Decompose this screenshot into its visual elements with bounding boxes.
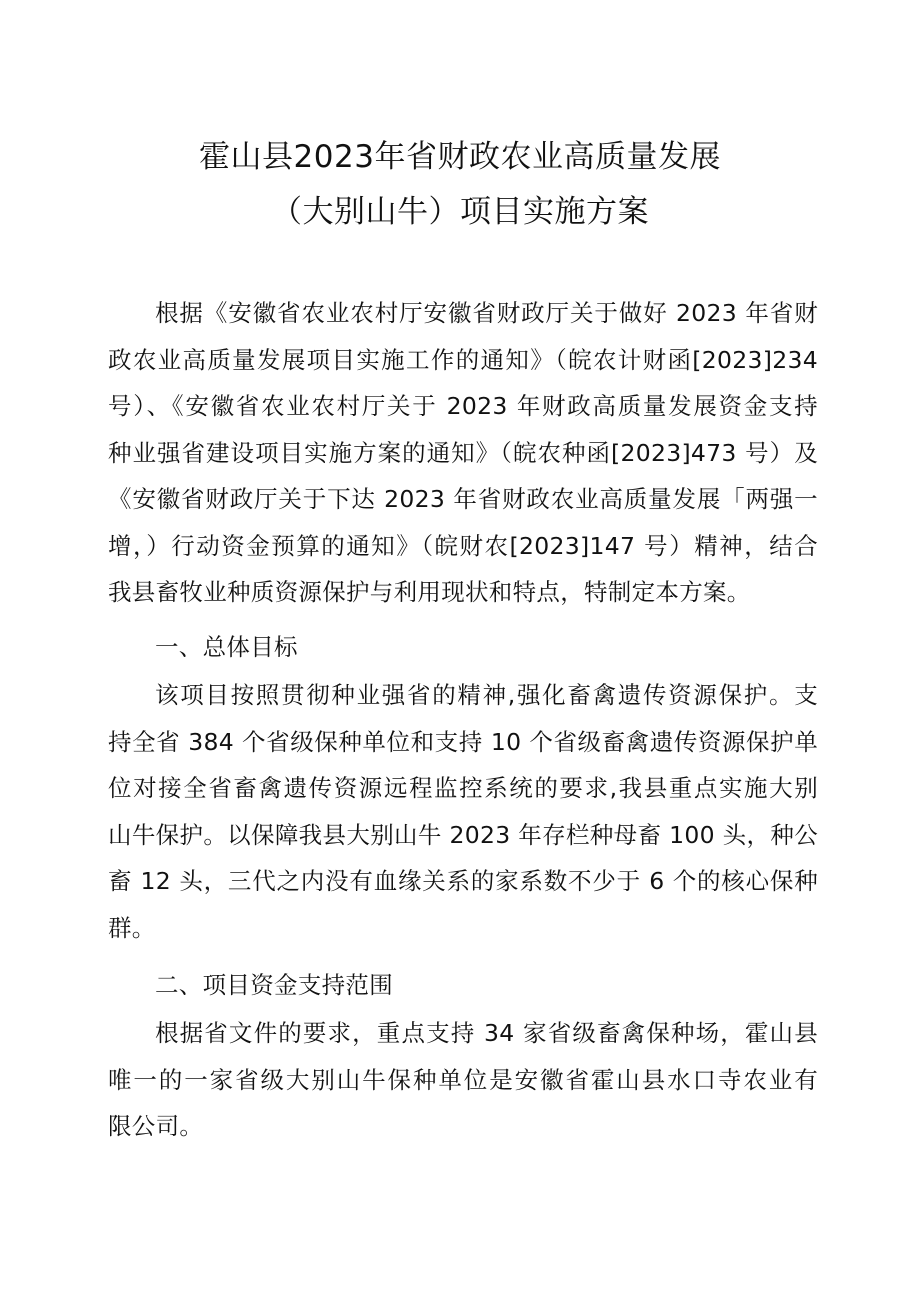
section-2-line: 唯一的一家省级大别山牛保种单位是安徽省霍山县水口寺农业有: [108, 1065, 818, 1094]
section-2-line: 限公司。: [108, 1112, 204, 1140]
section-1-paragraph: [108, 672, 818, 951]
intro-line: 我县畜牧业种质资源保护与利用现状和特点，特制定本方案。: [108, 578, 751, 606]
intro-line: 增，）行动资金预算的通知》（皖财农[2023]147 号）精神，结合: [108, 531, 818, 560]
intro-line: 政农业高质量发展项目实施工作的通知》（皖农计财函[2023]234: [108, 345, 818, 374]
section-1-line: 群。: [108, 913, 156, 942]
document-title-line-2: （大别山牛）项目实施方案: [271, 194, 649, 230]
section-1-line: 持全省 384 个省级保种单位和支持 10 个省级畜禽遗传资源保护单: [108, 727, 818, 756]
section-1-line: 该项目按照贯彻种业强省的精神,强化畜禽遗传资源保护。支: [155, 681, 818, 709]
section-1-line: 畜 12 头，三代之内没有血缘关系的家系数不少于 6 个的核心保种: [108, 867, 818, 895]
intro-paragraph: [108, 290, 818, 616]
intro-line: 根据《安徽省农业农村厅安徽省财政厅关于做好 2023 年省财: [155, 299, 818, 327]
section-1-line: 山牛保护。以保障我县大别山牛 2023 年存栏种母畜 100 头，种公: [108, 820, 818, 849]
section-heading-2: 二、项目资金支持范围: [155, 971, 393, 999]
section-2-paragraph: [108, 1010, 818, 1150]
section-1-line: 位对接全省畜禽遗传资源远程监控系统的要求,我县重点实施大别: [108, 774, 818, 802]
document-title-line-1: 霍山县2023年省财政农业高质量发展: [199, 139, 721, 175]
intro-line: 种业强省建设项目实施方案的通知》（皖农种函[2023]473 号）及: [108, 438, 818, 467]
section-2-line: 根据省文件的要求，重点支持 34 家省级畜禽保种场，霍山县: [155, 1019, 818, 1047]
section-heading-1: 一、总体目标: [155, 633, 298, 661]
intro-line: 号）、《安徽省农业农村厅关于 2023 年财政高质量发展资金支持: [108, 392, 818, 420]
intro-line: 《安徽省财政厅关于下达 2023 年省财政农业高质量发展「两强一: [108, 485, 818, 513]
